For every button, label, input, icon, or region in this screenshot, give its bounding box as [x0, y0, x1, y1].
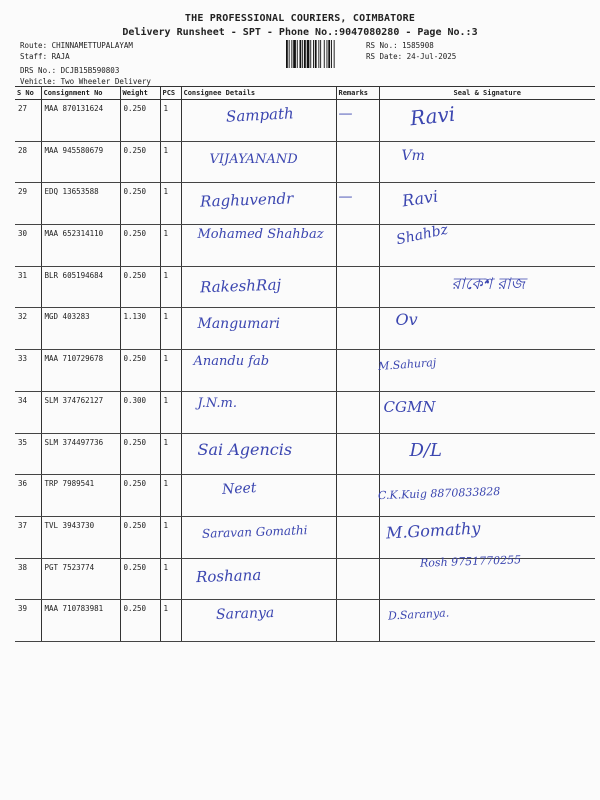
table-row — [15, 391, 595, 433]
pcs-cell: 1 — [160, 183, 181, 225]
vehicle: Vehicle: Two Wheeler Delivery — [20, 77, 151, 86]
table-row — [15, 475, 595, 517]
table-row — [15, 433, 595, 475]
handwritten-signature: M.Gomathy — [385, 518, 481, 543]
handwritten-consignee: Saravan Gomathi — [201, 523, 308, 541]
barcode-image — [286, 40, 354, 68]
consignment-cell: SLM 374762127 — [41, 391, 120, 433]
pcs-cell: 1 — [160, 516, 181, 558]
signature-cell — [379, 552, 595, 600]
consignee-cell — [181, 600, 336, 642]
sno-cell: 36 — [15, 475, 41, 517]
rs-info — [366, 40, 456, 62]
consignment-cell: MAA 870131624 — [41, 100, 120, 142]
consignee-cell — [181, 266, 336, 308]
weight-cell: 0.250 — [120, 266, 160, 308]
handwritten-signature: Shahbz — [394, 221, 449, 249]
sno-cell: 28 — [15, 141, 41, 183]
rs-date: RS Date: 24-Jul-2025 — [366, 52, 457, 61]
consignment-cell: MAA 710729678 — [41, 350, 120, 392]
table-row — [15, 141, 595, 183]
consignment-cell: TRP 7989541 — [41, 475, 120, 517]
handwritten-consignee: Neet — [221, 480, 257, 499]
col-pcs: PCS — [160, 87, 181, 100]
company-title: THE PROFESSIONAL COURIERS, COIMBATORE — [184, 13, 416, 24]
consignee-cell — [181, 558, 336, 600]
route-info — [20, 40, 151, 87]
signature-cell — [379, 600, 595, 642]
remarks-cell — [336, 141, 379, 183]
handwritten-signature: Ov — [395, 310, 418, 330]
col-remarks: Remarks — [336, 87, 379, 100]
handwritten-signature: Ravi — [408, 101, 456, 131]
handwritten-remark: — — [338, 106, 353, 122]
staff: Staff: RAJA — [20, 52, 70, 61]
col-signature: Seal & Signature — [379, 87, 595, 100]
pcs-cell: 1 — [160, 225, 181, 267]
consignment-cell: MAA 652314110 — [41, 225, 120, 267]
signature-cell — [379, 350, 595, 392]
col-consignee: Consignee Details — [181, 87, 336, 100]
signature-cell — [379, 183, 595, 225]
weight-cell: 0.250 — [120, 225, 160, 267]
consignee-cell — [181, 516, 336, 558]
consignment-cell: BLR 605194684 — [41, 266, 120, 308]
route: Route: CHINNAMETTUPALAYAM — [20, 41, 133, 50]
rs-number: RS No.: 1585908 — [366, 41, 434, 50]
pcs-cell: 1 — [160, 100, 181, 142]
consignee-cell — [181, 308, 336, 350]
handwritten-signature: C.K.Kuig 8870833828 — [377, 485, 501, 503]
sno-cell: 29 — [15, 183, 41, 225]
remarks-cell — [336, 433, 379, 475]
handwritten-consignee: Saranya — [215, 605, 275, 624]
handwritten-consignee: Sai Agencis — [197, 439, 293, 459]
handwritten-signature: CGMN — [383, 397, 436, 416]
weight-cell: 0.250 — [120, 100, 160, 142]
signature-cell — [379, 391, 595, 433]
consignment-cell: MGD 403283 — [41, 308, 120, 350]
pcs-cell: 1 — [160, 475, 181, 517]
handwritten-consignee: Raghuvendr — [199, 189, 294, 211]
consignee-cell — [181, 225, 336, 267]
signature-cell — [379, 475, 595, 517]
remarks-cell — [336, 558, 379, 600]
pcs-cell: 1 — [160, 308, 181, 350]
handwritten-consignee: Roshana — [195, 565, 262, 586]
weight-cell: 0.250 — [120, 433, 160, 475]
handwritten-consignee: Mangumari — [197, 316, 280, 333]
table-row — [15, 183, 595, 225]
weight-cell: 0.250 — [120, 141, 160, 183]
table-row — [15, 100, 595, 142]
consignment-cell: EDQ 13653588 — [41, 183, 120, 225]
consignment-cell: MAA 710783981 — [41, 600, 120, 642]
sno-cell: 31 — [15, 266, 41, 308]
table-row — [15, 600, 595, 642]
consignment-cell: SLM 374497736 — [41, 433, 120, 475]
table-row — [15, 516, 595, 558]
remarks-cell — [336, 391, 379, 433]
signature-cell — [379, 308, 595, 350]
consignee-cell — [181, 433, 336, 475]
pcs-cell: 1 — [160, 558, 181, 600]
weight-cell: 0.250 — [120, 183, 160, 225]
consignee-cell — [181, 475, 336, 517]
sno-cell: 37 — [15, 516, 41, 558]
weight-cell: 0.250 — [120, 558, 160, 600]
remarks-cell — [336, 308, 379, 350]
weight-cell: 0.250 — [120, 600, 160, 642]
pcs-cell: 1 — [160, 433, 181, 475]
consignee-cell — [181, 391, 336, 433]
weight-cell: 0.250 — [120, 475, 160, 517]
handwritten-consignee: Mohamed Shahbaz — [197, 227, 324, 243]
consignment-cell: TVL 3943730 — [41, 516, 120, 558]
handwritten-signature: Vm — [401, 147, 425, 164]
pcs-cell: 1 — [160, 350, 181, 392]
sno-cell: 27 — [15, 100, 41, 142]
remarks-cell — [336, 600, 379, 642]
sno-cell: 32 — [15, 308, 41, 350]
sno-cell: 39 — [15, 600, 41, 642]
pcs-cell: 1 — [160, 391, 181, 433]
table-row — [15, 266, 595, 308]
consignee-cell — [181, 350, 336, 392]
consignment-cell: MAA 945580679 — [41, 141, 120, 183]
runsheet-subtitle: Delivery Runsheet - SPT - Phone No.:9047080280 - Page No.:3 — [122, 27, 478, 38]
weight-cell: 0.250 — [120, 516, 160, 558]
handwritten-consignee: RakeshRaj — [199, 275, 281, 297]
handwritten-consignee: Sampath — [225, 104, 294, 126]
signature-cell — [379, 516, 595, 558]
signature-cell — [379, 221, 595, 267]
table-header-row — [15, 87, 595, 100]
col-consignment: Consignment No — [41, 87, 120, 100]
signature-cell — [379, 100, 595, 142]
consignment-cell: PGT 7523774 — [41, 558, 120, 600]
pcs-cell: 1 — [160, 141, 181, 183]
consignee-cell — [181, 141, 336, 183]
sno-cell: 33 — [15, 350, 41, 392]
consignee-cell — [181, 100, 336, 142]
remarks-cell — [336, 266, 379, 308]
remarks-cell — [336, 225, 379, 267]
remarks-cell — [336, 100, 379, 142]
pcs-cell: 1 — [160, 600, 181, 642]
handwritten-signature: M.Sahuraj — [377, 356, 437, 374]
sno-cell: 35 — [15, 433, 41, 475]
handwritten-signature: Ravi — [400, 186, 439, 211]
remarks-cell — [336, 516, 379, 558]
table-row — [15, 225, 595, 267]
weight-cell: 0.300 — [120, 391, 160, 433]
remarks-cell — [336, 183, 379, 225]
sno-cell: 30 — [15, 225, 41, 267]
handwritten-consignee: VIJAYANAND — [209, 151, 298, 167]
handwritten-signature: Rosh 9751770255 — [419, 552, 521, 570]
drs-number: DRS No.: DCJB15B590803 — [20, 66, 120, 75]
handwritten-signature: D.Saranya. — [387, 606, 449, 623]
remarks-cell — [336, 475, 379, 517]
consignee-cell — [181, 183, 336, 225]
sno-cell: 38 — [15, 558, 41, 600]
handwritten-signature: D/L — [409, 439, 442, 461]
handwritten-signature: রাকেশ রাজ — [451, 273, 525, 293]
table-row — [15, 558, 595, 600]
sno-cell: 34 — [15, 391, 41, 433]
remarks-cell — [336, 350, 379, 392]
table-row — [15, 308, 595, 350]
weight-cell: 1.130 — [120, 308, 160, 350]
signature-cell — [379, 433, 595, 475]
col-sno: S No — [15, 87, 41, 100]
col-weight: Weight — [120, 87, 160, 100]
table-row — [15, 350, 595, 392]
weight-cell: 0.250 — [120, 350, 160, 392]
delivery-table — [15, 86, 595, 642]
handwritten-remark: — — [338, 189, 353, 206]
signature-cell — [379, 141, 595, 183]
handwritten-consignee: J.N.m. — [197, 395, 237, 411]
handwritten-consignee: Anandu fab — [193, 354, 270, 370]
pcs-cell: 1 — [160, 266, 181, 308]
signature-cell — [379, 266, 595, 308]
